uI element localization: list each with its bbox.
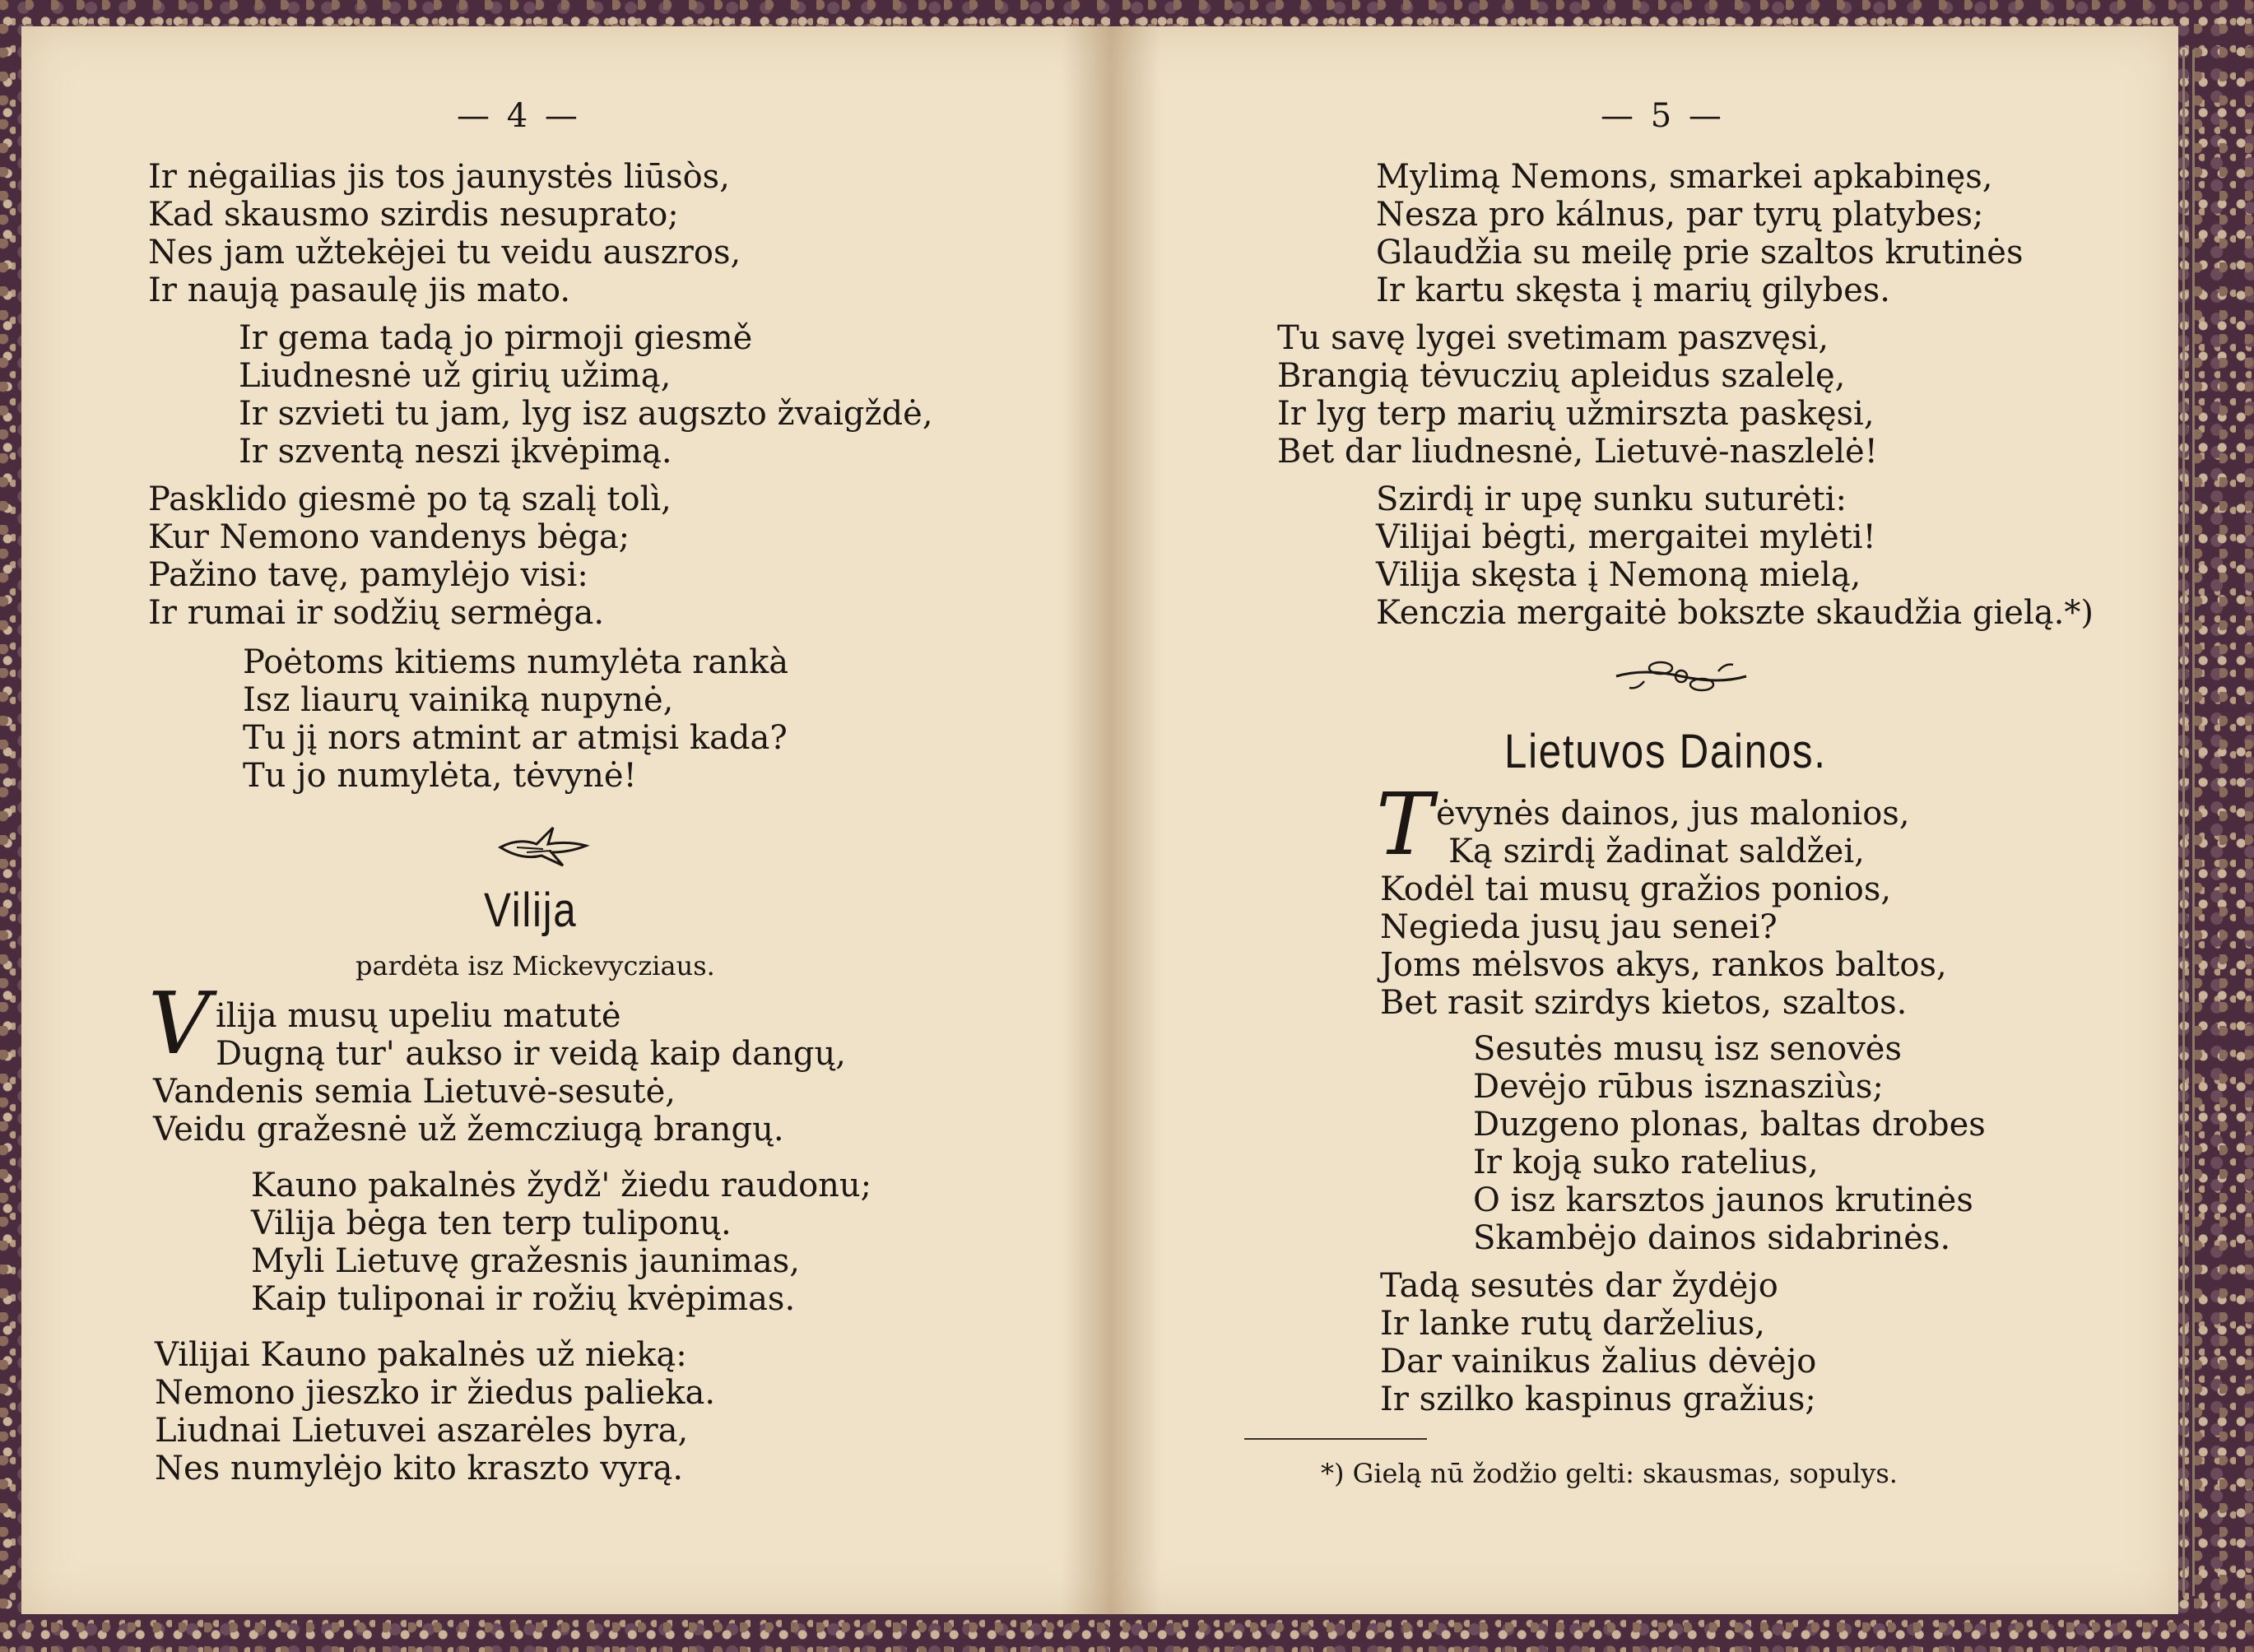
verse-line: Tu jo numylėta, tėvynė! bbox=[243, 757, 637, 795]
verse-line: Ir szvieti tu jam, lyg isz augszto žvaigždė, bbox=[239, 395, 933, 433]
page-edge bbox=[2192, 49, 2195, 1596]
verse-line: Devėjo rūbus isznasziùs; bbox=[1473, 1068, 1884, 1106]
verse-line: Liudnai Lietuvei aszarėles byra, bbox=[155, 1412, 689, 1450]
verse-line: Vandenis semia Lietuvė-sesutė, bbox=[153, 1073, 676, 1111]
verse-line: Ir koją suko ratelius, bbox=[1473, 1144, 1819, 1181]
verse-line: O isz karsztos jaunos krutinės bbox=[1473, 1181, 1973, 1219]
verse-line: Brangią tėvuczių apleidus szalelę, bbox=[1277, 357, 1846, 395]
verse-line: Ir lyg terp marių užmirszta paskęsi, bbox=[1277, 395, 1875, 433]
verse-line: Veidu gražesnė už žemcziugą brangų. bbox=[153, 1111, 784, 1149]
drop-cap: V bbox=[148, 973, 211, 1074]
verse-line: Ir szilko kaspinus gražius; bbox=[1380, 1381, 1816, 1418]
verse-line: Skambėjo dainos sidabrinės. bbox=[1473, 1219, 1951, 1257]
poem-title-lietuvos-dainos: Lietuvos Dainos. bbox=[1504, 725, 1827, 778]
verse-line: Ir gema tadą jo pirmoji giesmě bbox=[239, 319, 753, 357]
verse-line: Tu savę lygei svetimam paszvęsi, bbox=[1277, 319, 1829, 357]
page-edge bbox=[2182, 49, 2185, 1596]
verse-line: Joms mėlsvos akys, rankos baltos, bbox=[1380, 946, 1947, 984]
verse-line: Myli Lietuvę gražesnis jaunimas, bbox=[251, 1242, 800, 1280]
verse-line: Tu jį nors atmint ar atmįsi kada? bbox=[243, 719, 788, 757]
verse-line: Nemono jieszko ir žiedus palieka. bbox=[155, 1374, 716, 1412]
poem-title-vilija: Vilija bbox=[484, 884, 578, 937]
verse-line: Ką szirdį žadinat saldžei, bbox=[1448, 833, 1865, 870]
verse-line: Glaudžia su meilę prie szaltos krutinės bbox=[1376, 234, 2024, 271]
book-gutter bbox=[1062, 26, 1160, 1614]
verse-line: Ir naują pasaulę jis mato. bbox=[148, 271, 571, 309]
verse-line: Pasklido giesmė po tą szalį tolì, bbox=[148, 480, 672, 518]
verse-line: Kauno pakalnės žydž' žiedu raudonu; bbox=[251, 1167, 872, 1204]
verse-line: Duzgeno plonas, baltas drobes bbox=[1473, 1106, 1986, 1144]
verse-line: Nes jam užtekėjei tu veidu auszros, bbox=[148, 234, 741, 271]
verse-line: Kad skausmo szirdis nesuprato; bbox=[148, 196, 679, 234]
verse-line: Dar vainikus žalius dėvėjo bbox=[1380, 1343, 1817, 1381]
verse-line: Nes numylėjo kito kraszto vyrą. bbox=[155, 1450, 684, 1487]
footnote: *) Gielą nū žodžio gelti: skausmas, sopulys. bbox=[1321, 1458, 1898, 1489]
verse-line: Ir lanke rutų darželius, bbox=[1380, 1305, 1766, 1343]
verse-line: Ir rumai ir sodžių sermėga. bbox=[148, 594, 605, 632]
verse-line: Negieda jusų jau senei? bbox=[1380, 908, 1778, 946]
verse-line: Isz liaurų vainiką nupynė, bbox=[243, 681, 674, 719]
verse-line: Sesutės musų isz senovės bbox=[1473, 1030, 1902, 1068]
verse-line: Liudnesnė už girių užimą, bbox=[239, 357, 672, 395]
poem-subtitle: pardėta isz Mickevycziaus. bbox=[356, 950, 715, 981]
page-number-left: — 4 — bbox=[457, 97, 581, 135]
verse-line: Vilijai bėgti, mergaitei mylėti! bbox=[1376, 518, 1876, 556]
verse-line: Mylimą Nemons, smarkei apkabinęs, bbox=[1376, 158, 1993, 196]
verse-line: ilija musų upeliu matutė bbox=[216, 997, 621, 1035]
verse-line: Ir kartu skęsta į marių gilybes. bbox=[1376, 271, 1890, 309]
verse-line: Dugną tur' aukso ir veidą kaip dangų, bbox=[216, 1035, 846, 1073]
verse-line: Vilija skęsta į Nemoną mielą, bbox=[1376, 556, 1861, 594]
verse-line: Ir nėgailias jis tos jaunystės liūsòs, bbox=[148, 158, 730, 196]
verse-line: ėvynės dainos, jus malonios, bbox=[1436, 795, 1910, 833]
verse-line: Bet rasit szirdys kietos, szaltos. bbox=[1380, 984, 1908, 1022]
verse-line: Vilijai Kauno pakalnės už nieką: bbox=[155, 1336, 687, 1374]
verse-line: Bet dar liudnesnė, Lietuvė-naszlelė! bbox=[1277, 433, 1878, 471]
verse-line: Kur Nemono vandenys bėga; bbox=[148, 518, 630, 556]
verse-line: Szirdį ir upę sunku suturėti: bbox=[1376, 480, 1847, 518]
drop-cap: T bbox=[1376, 774, 1434, 875]
verse-line: Nesza pro kálnus, par tyrų platybes; bbox=[1376, 196, 1984, 234]
verse-line: Tadą sesutės dar žydėjo bbox=[1380, 1267, 1778, 1305]
verse-line: Pažino tavę, pamylėjo visi: bbox=[148, 556, 588, 594]
verse-line: Kenczia mergaitė bokszte skaudžia gielą.*) bbox=[1376, 594, 2094, 632]
verse-line: Ir szventą neszi įkvėpimą. bbox=[239, 433, 672, 471]
footnote-rule bbox=[1244, 1438, 1427, 1440]
verse-line: Kaip tuliponai ir rožių kvėpimas. bbox=[251, 1280, 796, 1318]
verse-line: Kodėl tai musų gražios ponios, bbox=[1380, 870, 1892, 908]
bird-ornament-icon bbox=[494, 823, 593, 872]
verse-line: Poėtoms kitiems numylėta rankà bbox=[243, 643, 789, 681]
verse-line: Vilija bėga ten terp tuliponų. bbox=[251, 1204, 732, 1242]
page-number-right: — 5 — bbox=[1601, 97, 1725, 135]
floral-ornament-icon bbox=[1611, 652, 1751, 701]
